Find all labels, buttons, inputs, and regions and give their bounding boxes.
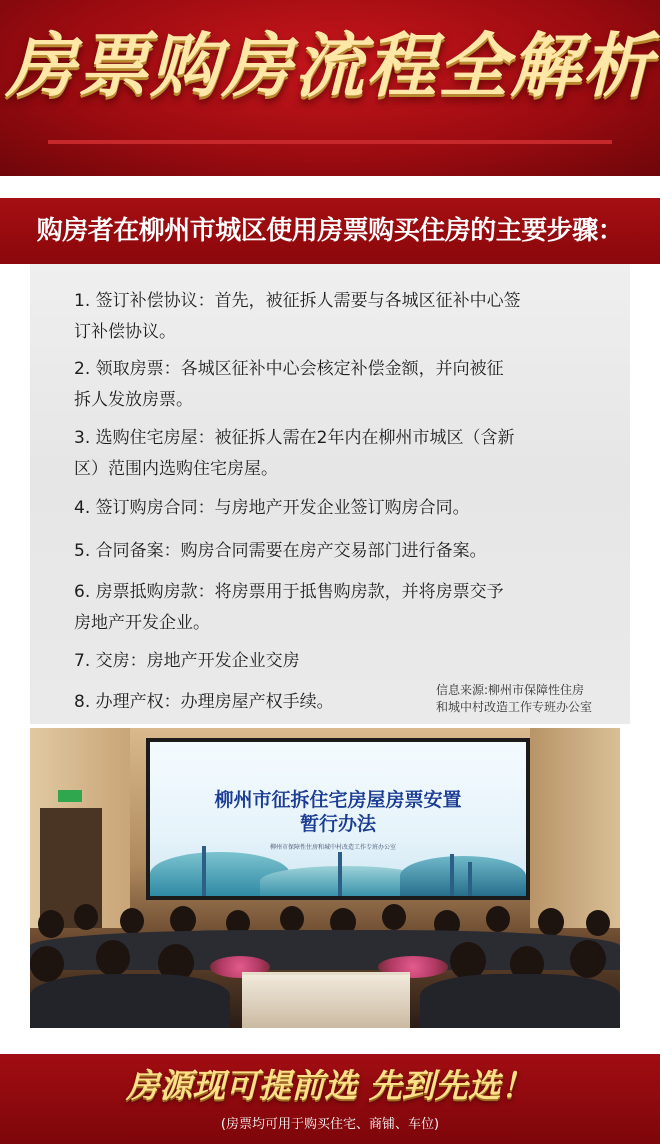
step-line: 5. 合同备案：购房合同需要在房产交易部门进行备案。 <box>74 541 487 561</box>
tower-shape <box>338 852 342 896</box>
screen-title-line: 柳州市征拆住宅房屋房票安置 <box>214 789 462 811</box>
audience-head <box>38 910 64 938</box>
step-item-3 <box>74 423 594 485</box>
audience-head <box>120 908 144 934</box>
footer-note: (房票均可用于购买住宅、商铺、车位) <box>220 1117 440 1132</box>
audience-head <box>586 910 610 936</box>
footer-slogan: 房源现可提前选 先到先选！ <box>126 1066 534 1105</box>
step-line: 6. 房票抵购房款：将房票用于抵售购房款，并将房票交予 <box>74 582 504 602</box>
step-line: 7. 交房：房地产开发企业交房 <box>74 651 300 671</box>
audience-head <box>96 940 130 976</box>
source-note <box>436 682 626 716</box>
audience-head <box>74 904 98 930</box>
subtitle-bar <box>0 198 660 264</box>
tower-shape <box>468 862 472 896</box>
audience-row <box>30 974 230 1028</box>
step-line: 2. 领取房票：各城区征补中心会核定补偿金额，并向被征 <box>74 359 504 379</box>
header-banner <box>0 0 660 176</box>
step-line: 3. 选购住宅房屋：被征拆人需在2年内在柳州市城区（含新 <box>74 428 515 448</box>
step-item-4 <box>74 493 594 524</box>
source-line: 信息来源:柳州市保障性住房 <box>436 683 585 697</box>
screen-title-line: 暂行办法 <box>299 813 376 835</box>
step-line: 拆人发放房票。 <box>74 390 193 410</box>
step-line: 4. 签订购房合同：与房地产开发企业签订购房合同。 <box>74 498 470 518</box>
exit-sign-icon <box>58 790 82 802</box>
audience-head <box>30 946 64 982</box>
audience-head <box>382 904 406 930</box>
audience-head <box>570 940 606 978</box>
step-line: 区）范围内选购住宅房屋。 <box>74 459 278 479</box>
step-item-6 <box>74 577 594 639</box>
audience-head <box>538 908 564 936</box>
tower-shape <box>450 854 454 896</box>
screen-org: 柳州市保障性住房和城中村改造工作专班办公室 <box>270 844 397 851</box>
step-item-5 <box>74 536 594 567</box>
projection-screen <box>146 738 530 900</box>
screen-title <box>150 788 526 836</box>
meeting-photo <box>30 728 620 1028</box>
step-item-2 <box>74 354 594 416</box>
source-line: 和城中村改造工作专班办公室 <box>436 700 593 714</box>
subtitle-text: 购房者在柳州市城区使用房票购买住房的主要步骤： <box>36 216 624 246</box>
skyline-wave <box>400 856 526 896</box>
podium-table <box>242 972 410 1028</box>
page-title: 房票购房流程全解析 <box>6 25 654 107</box>
step-item-7 <box>74 646 594 677</box>
step-line: 1. 签订补偿协议：首先，被征拆人需要与各城区征补中心签 <box>74 291 521 311</box>
step-line: 8. 办理产权：办理房屋产权手续。 <box>74 692 334 712</box>
steps-panel <box>30 264 630 724</box>
audience-row <box>420 974 620 1028</box>
step-line: 订补偿协议。 <box>74 322 176 342</box>
step-item-1 <box>74 286 594 348</box>
tower-shape <box>202 846 206 896</box>
footer-banner <box>0 1054 660 1144</box>
header-divider <box>48 140 612 144</box>
audience-head <box>280 906 304 932</box>
wall-right <box>530 728 620 928</box>
audience-head <box>486 906 510 932</box>
step-line: 房地产开发企业。 <box>74 613 210 633</box>
